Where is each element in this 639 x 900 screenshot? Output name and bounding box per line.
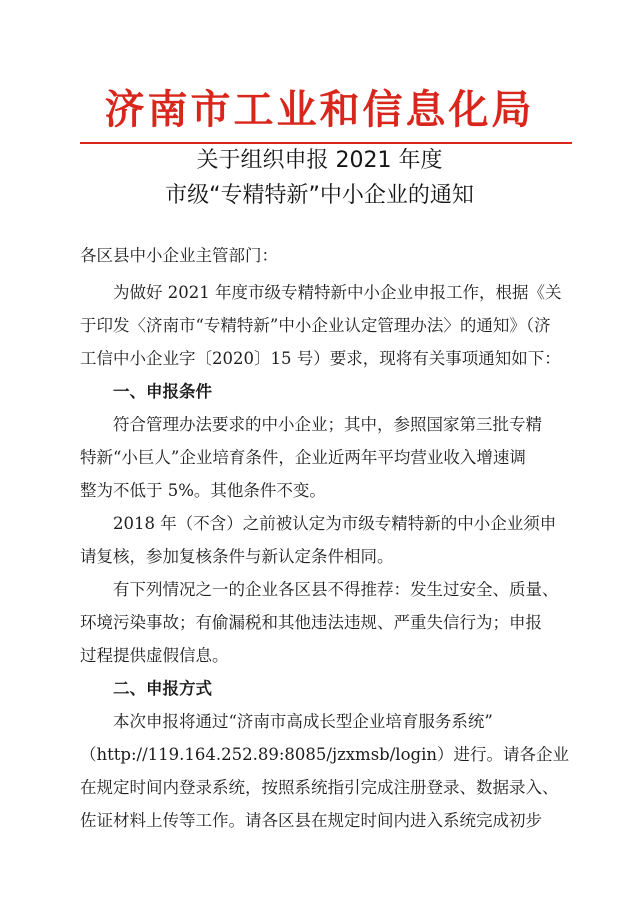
intro-line: 为做好 2021 年度市级专精特新中小企业申报工作，根据《关 xyxy=(113,283,562,302)
section1-line: 请复核，参加复核条件与新认定条件相同。 xyxy=(80,547,394,566)
section1-line: 特新“小巨人”企业培育条件，企业近两年平均营业收入增速调 xyxy=(80,448,526,467)
agency-name: 济南市工业和信息化局 xyxy=(104,86,535,133)
section1-line: 整为不低于 5%。其他条件不变。 xyxy=(80,481,326,500)
intro-line: 工信中小企业字〔2020〕15 号）要求，现将有关事项通知如下： xyxy=(80,349,561,368)
section2-line: 佐证材料上传等工作。请各区县在规定时间内进入系统完成初步 xyxy=(80,811,542,830)
salutation: 各区县中小企业主管部门： xyxy=(80,246,278,265)
section2-line: 本次申报将通过“济南市高成长型企业培育服务系统” xyxy=(113,712,493,731)
document-title-line-1: 关于组织申报 2021 年度 xyxy=(196,148,443,173)
document-title-line-2: 市级“专精特新”中小企业的通知 xyxy=(165,183,474,208)
red-divider-line xyxy=(80,142,572,144)
section2-line: 在规定时间内登录系统，按照系统指引完成注册登录、数据录入、 xyxy=(80,778,559,797)
section1-line: 环境污染事故；有偷漏税和其他违法违规、严重失信行为；申报 xyxy=(80,613,542,632)
section-heading-1: 一、申报条件 xyxy=(113,382,212,401)
section-heading-2: 二、申报方式 xyxy=(113,679,212,698)
intro-line: 于印发〈济南市“专精特新”中小企业认定管理办法〉的通知》（济 xyxy=(80,316,551,335)
section1-line: 过程提供虚假信息。 xyxy=(80,646,229,665)
section1-line: 符合管理办法要求的中小企业；其中，参照国家第三批专精 xyxy=(113,415,542,434)
section1-line: 2018 年（不含）之前被认定为市级专精特新的中小企业须申 xyxy=(113,514,557,533)
section2-url-line: （http://119.164.252.89:8085/jzxmsb/login）进行。请各企业 xyxy=(80,745,569,764)
section1-line: 有下列情况之一的企业各区县不得推荐：发生过安全、质量、 xyxy=(113,580,559,599)
